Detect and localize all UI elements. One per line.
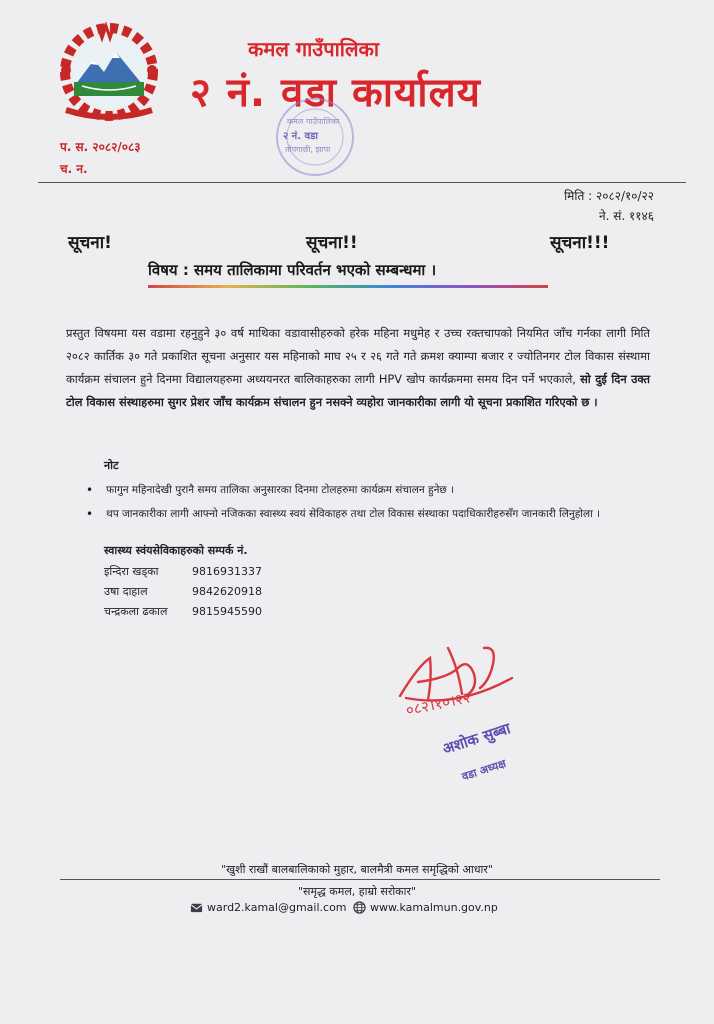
contact-row [104, 582, 262, 602]
footer-website[interactable] [353, 901, 498, 914]
contact-title: स्वास्थ्य स्वंयसेविकाहरुको सम्पर्क नं. [104, 544, 248, 557]
note-title: नोट [104, 459, 119, 472]
globe-icon [353, 901, 366, 914]
contact-name: इन्दिरा खड्का [104, 565, 159, 578]
contact-list [104, 562, 262, 622]
email-icon [190, 901, 203, 914]
note-list [84, 480, 644, 528]
body-paragraph [66, 322, 650, 414]
contact-name: चन्द्रकला ढकाल [104, 605, 168, 618]
header-divider [38, 182, 686, 183]
footer-email[interactable] [190, 901, 347, 914]
subject-line: विषय : समय तालिकामा परिवर्तन भएको सम्बन्धमा । [148, 261, 437, 279]
note-item: • फागुन महिनादेखी पुरानै समय तालिका अनुसारका दिनमा टोलहरुमा कार्यक्रम संचालन हुनेछ । [84, 480, 644, 500]
footer-slogan-1: "खुशी राखौं बालबालिकाको मुहार, बालमैत्री कमल समृद्धिको आधार" [221, 863, 493, 876]
footer-slogan-2: "समृद्ध कमल, हाम्रो सरोकार" [297, 885, 417, 898]
body-text: प्रस्तुत विषयमा यस वडामा रहनुहुने ३० वर्ष माथिका वडावासीहरुको हरेक महिना मधुमेह र उच्च रक्तचापको नियमित जाँच गर्नका लागी मिति २०८२ कार्तिक ३० गते प्रकाशित सूचना अनुसार यस महिनाको माघ २५ र २६ गते गते क्रमश क्याम्पा बजार र ज्योतिनगर टोल विकास संस्थामा कार्यक्रम संचालन हुने दिनमा विद्यालयहरुमा अध्ययनरत बालिकाहरुका लागी HPV खोप कार्यक्रममा समय दिन पर्ने भएकाले, [66, 326, 650, 386]
signature-date: ०८२।१०।२२ [404, 688, 473, 720]
government-emblem-icon [46, 20, 172, 128]
svg-text:तोपगाछी, झापा: तोपगाछी, झापा [285, 145, 331, 154]
contact-phone: 9815945590 [192, 605, 262, 618]
svg-text:२ नं. वडा: २ नं. वडा [283, 131, 319, 142]
svg-text:कमल गाउँपालिका: कमल गाउँपालिका [287, 117, 340, 126]
contact-row [104, 562, 262, 582]
notice-heading-2: सूचना!! [306, 233, 358, 253]
notice-heading-3: सूचना!!! [550, 233, 610, 253]
footer-divider [60, 879, 660, 880]
office-stamp-icon [265, 92, 385, 182]
office-name: २ नं. वडा कार्यालय [190, 70, 481, 116]
municipality-name: कमल गाउँपालिका [248, 37, 380, 61]
contact-name: उषा दाहाल [104, 585, 148, 598]
letter-ref-number: प. स. २०८२/०८३ [60, 140, 141, 154]
body-bold-text: सो दुई दिन उक्त टोल विकास संस्थाहरुमा सुगर प्रेशर जाँच कार्यक्रम संचालन हुन नसक्ने व्यहोरा जानकारीका लागी यो सूचना प्रकाशित गरिएको छ । [66, 372, 650, 409]
notice-heading-1: सूचना! [68, 233, 112, 253]
contact-row [104, 602, 262, 622]
contact-phone: 9816931337 [192, 565, 262, 578]
signatory-name: अशोक सुब्बा [440, 719, 513, 759]
note-item: • थप जानकारीका लागी आफ्नो नजिकका स्वास्थ्य स्वयं सेविकाहरु तथा टोल विकास संस्थाका पदाधिकारीहरुसँग जानकारी लिनुहोला । [84, 504, 644, 524]
signatory-role: वडा अध्यक्ष [460, 756, 508, 784]
email-text[interactable]: ward2.kamal@gmail.com [207, 901, 347, 914]
website-text[interactable]: www.kamalmun.gov.np [370, 901, 498, 914]
dispatch-number: च. न. [60, 162, 88, 176]
subject-underline [148, 285, 548, 288]
contact-phone: 9842620918 [192, 585, 262, 598]
letter-date: मिति : २०८२/१०/२२ [564, 189, 654, 203]
letter-serial: ने. सं. ११४६ [599, 209, 654, 223]
